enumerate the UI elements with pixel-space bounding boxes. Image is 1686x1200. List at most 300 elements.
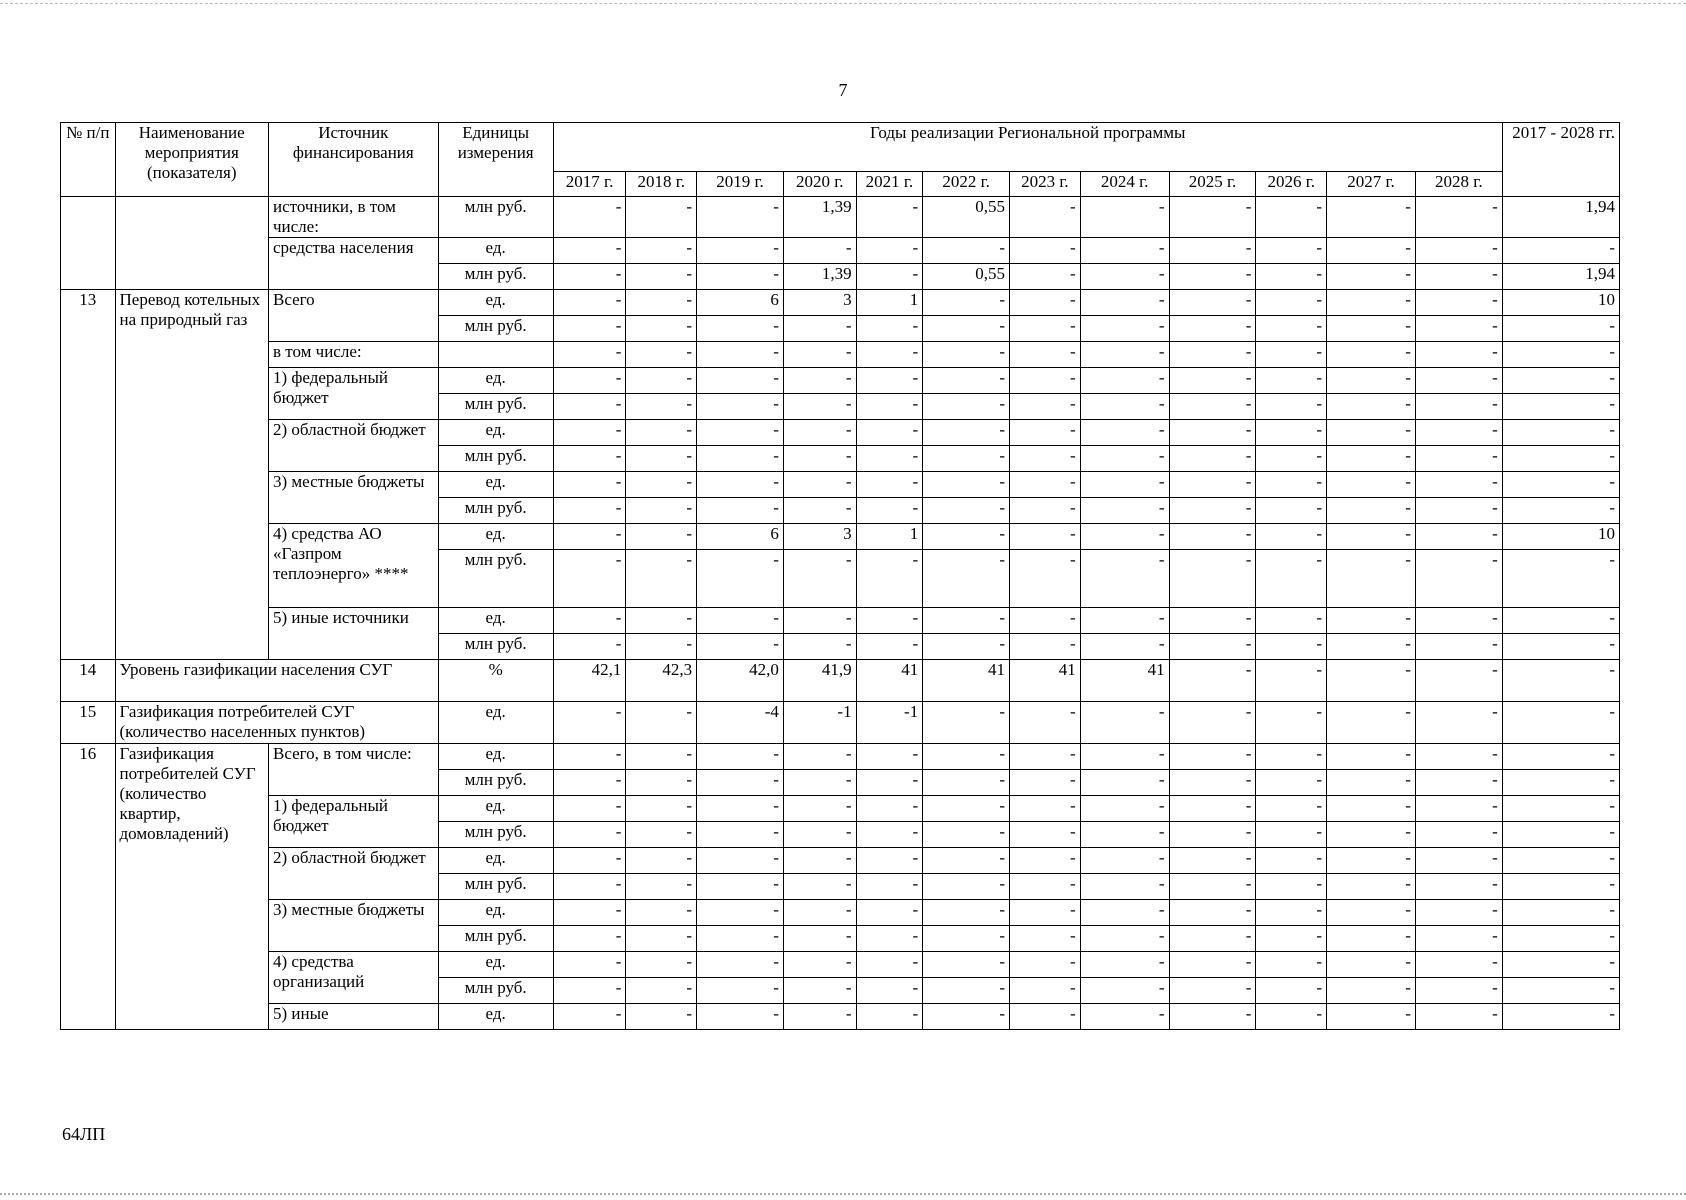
year-value-cell: - [923,550,1010,608]
year-value-cell: 41 [923,660,1010,702]
year-value-cell: - [1010,900,1081,926]
year-value-cell: - [553,368,626,394]
unit-cell: млн руб. [438,550,553,608]
funding-source: 5) иные [268,1004,438,1030]
funding-source: 1) федеральный бюджет [268,368,438,420]
year-value-cell: - [783,926,856,952]
total-cell: - [1502,702,1619,744]
year-value-cell: - [697,952,784,978]
year-value-cell: - [1080,874,1169,900]
year-value-cell: - [1010,368,1081,394]
year-value-cell: - [697,264,784,290]
year-value-cell: - [1327,702,1416,744]
year-value-cell: - [1169,420,1256,446]
year-value-cell: - [553,550,626,608]
unit-cell: млн руб. [438,978,553,1004]
year-value-cell: - [1169,342,1256,368]
year-value-cell: - [1169,822,1256,848]
year-value-cell: - [856,550,923,608]
header-year: 2020 г. [783,172,856,197]
year-value-cell: - [783,420,856,446]
year-value-cell: - [923,744,1010,770]
year-value-cell: - [626,952,697,978]
year-value-cell: - [1256,316,1327,342]
year-value-cell: - [626,702,697,744]
unit-cell: ед. [438,608,553,634]
year-value-cell: - [1256,550,1327,608]
total-cell: - [1502,926,1619,952]
year-value-cell: - [1415,660,1502,702]
year-value-cell: - [1080,290,1169,316]
year-value-cell: - [856,978,923,1004]
year-value-cell: - [1080,744,1169,770]
measure-name: Газификация потребителей СУГ (количество населенных пунктов) [115,702,438,744]
unit-cell: ед. [438,796,553,822]
year-value-cell: - [1415,770,1502,796]
year-value-cell: - [923,952,1010,978]
year-value-cell: - [697,368,784,394]
year-value-cell: - [1080,498,1169,524]
year-value-cell: - [1327,316,1416,342]
year-value-cell: 42,0 [697,660,784,702]
year-value-cell: - [783,744,856,770]
total-cell: - [1502,608,1619,634]
year-value-cell: - [923,238,1010,264]
row-number [61,197,116,290]
year-value-cell: - [1327,1004,1416,1030]
year-value-cell: - [1169,744,1256,770]
year-value-cell: - [1080,197,1169,238]
year-value-cell: - [856,394,923,420]
year-value-cell: - [783,316,856,342]
year-value-cell: - [1256,926,1327,952]
unit-cell: ед. [438,952,553,978]
year-value-cell: - [1256,498,1327,524]
year-value-cell: - [1415,702,1502,744]
funding-source: 4) средства организаций [268,952,438,1004]
year-value-cell: - [697,342,784,368]
year-value-cell: - [1080,702,1169,744]
year-value-cell: - [553,197,626,238]
year-value-cell: - [553,316,626,342]
year-value-cell: - [783,874,856,900]
year-value-cell: - [1010,197,1081,238]
year-value-cell: - [626,848,697,874]
header-no: № п/п [61,123,116,197]
year-value-cell: - [783,342,856,368]
year-value-cell: - [923,702,1010,744]
table-row [61,660,1620,702]
year-value-cell: - [1169,472,1256,498]
year-value-cell: - [1327,822,1416,848]
year-value-cell: - [1169,900,1256,926]
year-value-cell: - [1010,1004,1081,1030]
year-value-cell: - [923,446,1010,472]
year-value-cell: - [1415,608,1502,634]
year-value-cell: - [1327,926,1416,952]
year-value-cell: - [1415,952,1502,978]
header-total: 2017 - 2028 гг. [1502,123,1619,197]
year-value-cell: - [697,446,784,472]
year-value-cell: - [856,1004,923,1030]
year-value-cell: - [1415,498,1502,524]
year-value-cell: 41 [1080,660,1169,702]
year-value-cell: - [1415,978,1502,1004]
year-value-cell: - [626,342,697,368]
year-value-cell: - [697,394,784,420]
year-value-cell: - [1080,770,1169,796]
year-value-cell: - [553,978,626,1004]
year-value-cell: - [1169,368,1256,394]
total-cell: 1,94 [1502,264,1619,290]
year-value-cell: - [923,1004,1010,1030]
year-value-cell: - [1415,368,1502,394]
unit-cell: ед. [438,702,553,744]
year-value-cell: - [783,900,856,926]
year-value-cell: - [1010,822,1081,848]
year-value-cell: - [553,498,626,524]
year-value-cell: - [856,770,923,796]
year-value-cell: - [1080,634,1169,660]
unit-cell: ед. [438,848,553,874]
year-value-cell: - [923,524,1010,550]
year-value-cell: - [1327,472,1416,498]
year-value-cell: 41 [1010,660,1081,702]
year-value-cell: - [1010,608,1081,634]
total-cell: - [1502,848,1619,874]
measure-name: Перевод котельных на природный газ [115,290,268,660]
year-value-cell: - [697,796,784,822]
year-value-cell: - [553,290,626,316]
table-row [61,238,1620,264]
year-value-cell: - [626,264,697,290]
total-cell: - [1502,770,1619,796]
total-cell: - [1502,316,1619,342]
table-row [61,197,1620,238]
year-value-cell: - [1415,874,1502,900]
year-value-cell: - [553,608,626,634]
year-value-cell: 1 [856,524,923,550]
measure-name [115,197,268,290]
unit-cell: млн руб. [438,634,553,660]
year-value-cell: - [1256,744,1327,770]
year-value-cell: - [1080,608,1169,634]
year-value-cell: - [553,848,626,874]
year-value-cell: - [1080,524,1169,550]
year-value-cell: - [1080,394,1169,420]
unit-cell: ед. [438,368,553,394]
year-value-cell: - [626,978,697,1004]
funding-source: 3) местные бюджеты [268,472,438,524]
scan-bottom-edge [0,1193,1686,1195]
row-number: 16 [61,744,116,1030]
year-value-cell: - [783,472,856,498]
total-cell: - [1502,1004,1619,1030]
year-value-cell: 41,9 [783,660,856,702]
year-value-cell: 0,55 [923,264,1010,290]
year-value-cell: - [1415,394,1502,420]
header-year: 2024 г. [1080,172,1169,197]
total-cell: - [1502,744,1619,770]
year-value-cell: - [1256,420,1327,446]
funding-source: 2) областной бюджет [268,420,438,472]
year-value-cell: - [1327,848,1416,874]
year-value-cell: - [856,926,923,952]
total-cell: - [1502,238,1619,264]
year-value-cell: - [1080,446,1169,472]
year-value-cell: 3 [783,290,856,316]
table-row [61,1004,1620,1030]
year-value-cell: - [1327,874,1416,900]
year-value-cell: - [783,498,856,524]
year-value-cell: - [553,420,626,446]
table-row [61,524,1620,550]
year-value-cell: - [923,420,1010,446]
year-value-cell: - [1080,848,1169,874]
year-value-cell: - [1010,702,1081,744]
year-value-cell: - [923,796,1010,822]
year-value-cell: - [1169,446,1256,472]
year-value-cell: - [626,608,697,634]
year-value-cell: - [1080,472,1169,498]
year-value-cell: - [1256,197,1327,238]
year-value-cell: - [697,978,784,1004]
unit-cell: ед. [438,290,553,316]
total-cell: - [1502,796,1619,822]
year-value-cell: - [1169,874,1256,900]
year-value-cell: - [626,394,697,420]
year-value-cell: 6 [697,524,784,550]
year-value-cell: - [1415,238,1502,264]
year-value-cell: - [923,290,1010,316]
year-value-cell: - [1080,420,1169,446]
year-value-cell: - [1080,368,1169,394]
row-number: 14 [61,660,116,702]
year-value-cell: - [1327,368,1416,394]
year-value-cell: - [1415,822,1502,848]
year-value-cell: - [856,848,923,874]
total-cell: - [1502,420,1619,446]
year-value-cell: - [1169,394,1256,420]
year-value-cell: - [1327,290,1416,316]
year-value-cell: - [1169,197,1256,238]
year-value-cell: - [923,498,1010,524]
unit-cell: ед. [438,1004,553,1030]
year-value-cell: - [1080,316,1169,342]
unit-cell: млн руб. [438,770,553,796]
year-value-cell: - [1010,634,1081,660]
year-value-cell: - [553,1004,626,1030]
year-value-cell: - [1327,264,1416,290]
year-value-cell: - [553,770,626,796]
total-cell: 1,94 [1502,197,1619,238]
year-value-cell: - [1169,524,1256,550]
year-value-cell: - [1256,874,1327,900]
year-value-cell: 1 [856,290,923,316]
year-value-cell: - [1169,1004,1256,1030]
table-row [61,900,1620,926]
funding-source: Всего [268,290,438,342]
year-value-cell: - [1010,446,1081,472]
unit-cell: млн руб. [438,926,553,952]
year-value-cell: - [553,874,626,900]
year-value-cell: - [923,770,1010,796]
table-row [61,796,1620,822]
year-value-cell: - [697,634,784,660]
header-years-group: Годы реализации Региональной программы [553,123,1502,172]
unit-cell: млн руб. [438,446,553,472]
year-value-cell: - [1256,394,1327,420]
year-value-cell: - [1327,342,1416,368]
funding-source: 1) федеральный бюджет [268,796,438,848]
year-value-cell: - [1256,472,1327,498]
year-value-cell: - [1169,926,1256,952]
table-row [61,744,1620,770]
header-year: 2022 г. [923,172,1010,197]
year-value-cell: - [1080,952,1169,978]
year-value-cell: - [1080,1004,1169,1030]
year-value-cell: - [1256,978,1327,1004]
year-value-cell: - [1415,472,1502,498]
year-value-cell: - [1010,420,1081,446]
year-value-cell: - [856,744,923,770]
table-row [61,848,1620,874]
year-value-cell: - [626,744,697,770]
year-value-cell: - [1010,238,1081,264]
year-value-cell: - [1327,524,1416,550]
year-value-cell: - [1080,978,1169,1004]
year-value-cell: - [1256,952,1327,978]
year-value-cell: - [923,848,1010,874]
funding-source: 4) средства АО «Газпром теплоэнерго» **** [268,524,438,608]
year-value-cell: - [697,197,784,238]
year-value-cell: - [1256,634,1327,660]
total-cell: - [1502,660,1619,702]
year-value-cell: - [1415,524,1502,550]
year-value-cell: - [1256,264,1327,290]
header-year: 2019 г. [697,172,784,197]
year-value-cell: - [1415,1004,1502,1030]
year-value-cell: 6 [697,290,784,316]
year-value-cell: - [1415,446,1502,472]
year-value-cell: - [1010,978,1081,1004]
year-value-cell: - [626,796,697,822]
year-value-cell: - [1415,264,1502,290]
year-value-cell: 41 [856,660,923,702]
year-value-cell: - [856,238,923,264]
year-value-cell: - [923,822,1010,848]
year-value-cell: - [1010,472,1081,498]
year-value-cell: - [1010,524,1081,550]
total-cell: - [1502,550,1619,608]
year-value-cell: -1 [856,702,923,744]
year-value-cell: - [553,446,626,472]
year-value-cell: - [697,498,784,524]
year-value-cell: - [1256,796,1327,822]
year-value-cell: - [626,926,697,952]
unit-cell: ед. [438,238,553,264]
year-value-cell: -1 [783,702,856,744]
header-name: Наименование мероприятия (показателя) [115,123,268,197]
year-value-cell: - [626,446,697,472]
year-value-cell: - [553,822,626,848]
header-year: 2021 г. [856,172,923,197]
row-number: 13 [61,290,116,660]
header-year: 2017 г. [553,172,626,197]
total-cell: - [1502,874,1619,900]
measure-name: Уровень газификации населения СУГ [115,660,438,702]
year-value-cell: - [1256,702,1327,744]
year-value-cell: 0,55 [923,197,1010,238]
year-value-cell: - [626,1004,697,1030]
year-value-cell: - [1010,316,1081,342]
year-value-cell: - [1415,926,1502,952]
measure-name: Газификация потребителей СУГ (количество квартир, домовладений) [115,744,268,1030]
year-value-cell: - [783,822,856,848]
year-value-cell: - [856,822,923,848]
total-cell: - [1502,446,1619,472]
year-value-cell: - [1080,342,1169,368]
unit-cell: ед. [438,524,553,550]
year-value-cell: - [783,1004,856,1030]
year-value-cell: - [1256,608,1327,634]
year-value-cell: - [1169,316,1256,342]
table-row [61,472,1620,498]
year-value-cell: 42,1 [553,660,626,702]
year-value-cell: - [1010,952,1081,978]
year-value-cell: - [1010,848,1081,874]
year-value-cell: 42,3 [626,660,697,702]
year-value-cell: - [626,634,697,660]
year-value-cell: - [1327,446,1416,472]
year-value-cell: - [1415,342,1502,368]
year-value-cell: - [1327,238,1416,264]
year-value-cell: - [697,608,784,634]
year-value-cell: - [1327,394,1416,420]
year-value-cell: - [553,926,626,952]
year-value-cell: - [1080,900,1169,926]
year-value-cell: - [1327,900,1416,926]
year-value-cell: - [856,900,923,926]
header-year: 2025 г. [1169,172,1256,197]
unit-cell [438,342,553,368]
year-value-cell: - [923,368,1010,394]
row-number: 15 [61,702,116,744]
year-value-cell: - [626,550,697,608]
year-value-cell: - [856,368,923,394]
year-value-cell: - [1327,952,1416,978]
table-row [61,952,1620,978]
year-value-cell: - [697,550,784,608]
year-value-cell: 3 [783,524,856,550]
year-value-cell: - [626,472,697,498]
year-value-cell: - [1415,197,1502,238]
year-value-cell: - [1169,608,1256,634]
year-value-cell: - [1169,550,1256,608]
footer-code: 64ЛП [62,1124,106,1144]
year-value-cell: - [626,316,697,342]
year-value-cell: - [923,900,1010,926]
total-cell: - [1502,472,1619,498]
year-value-cell: - [923,608,1010,634]
year-value-cell: - [856,197,923,238]
table-row [61,702,1620,744]
year-value-cell: - [1256,238,1327,264]
total-cell: - [1502,634,1619,660]
total-cell: - [1502,978,1619,1004]
funding-source: 3) местные бюджеты [268,900,438,952]
year-value-cell: - [1169,238,1256,264]
